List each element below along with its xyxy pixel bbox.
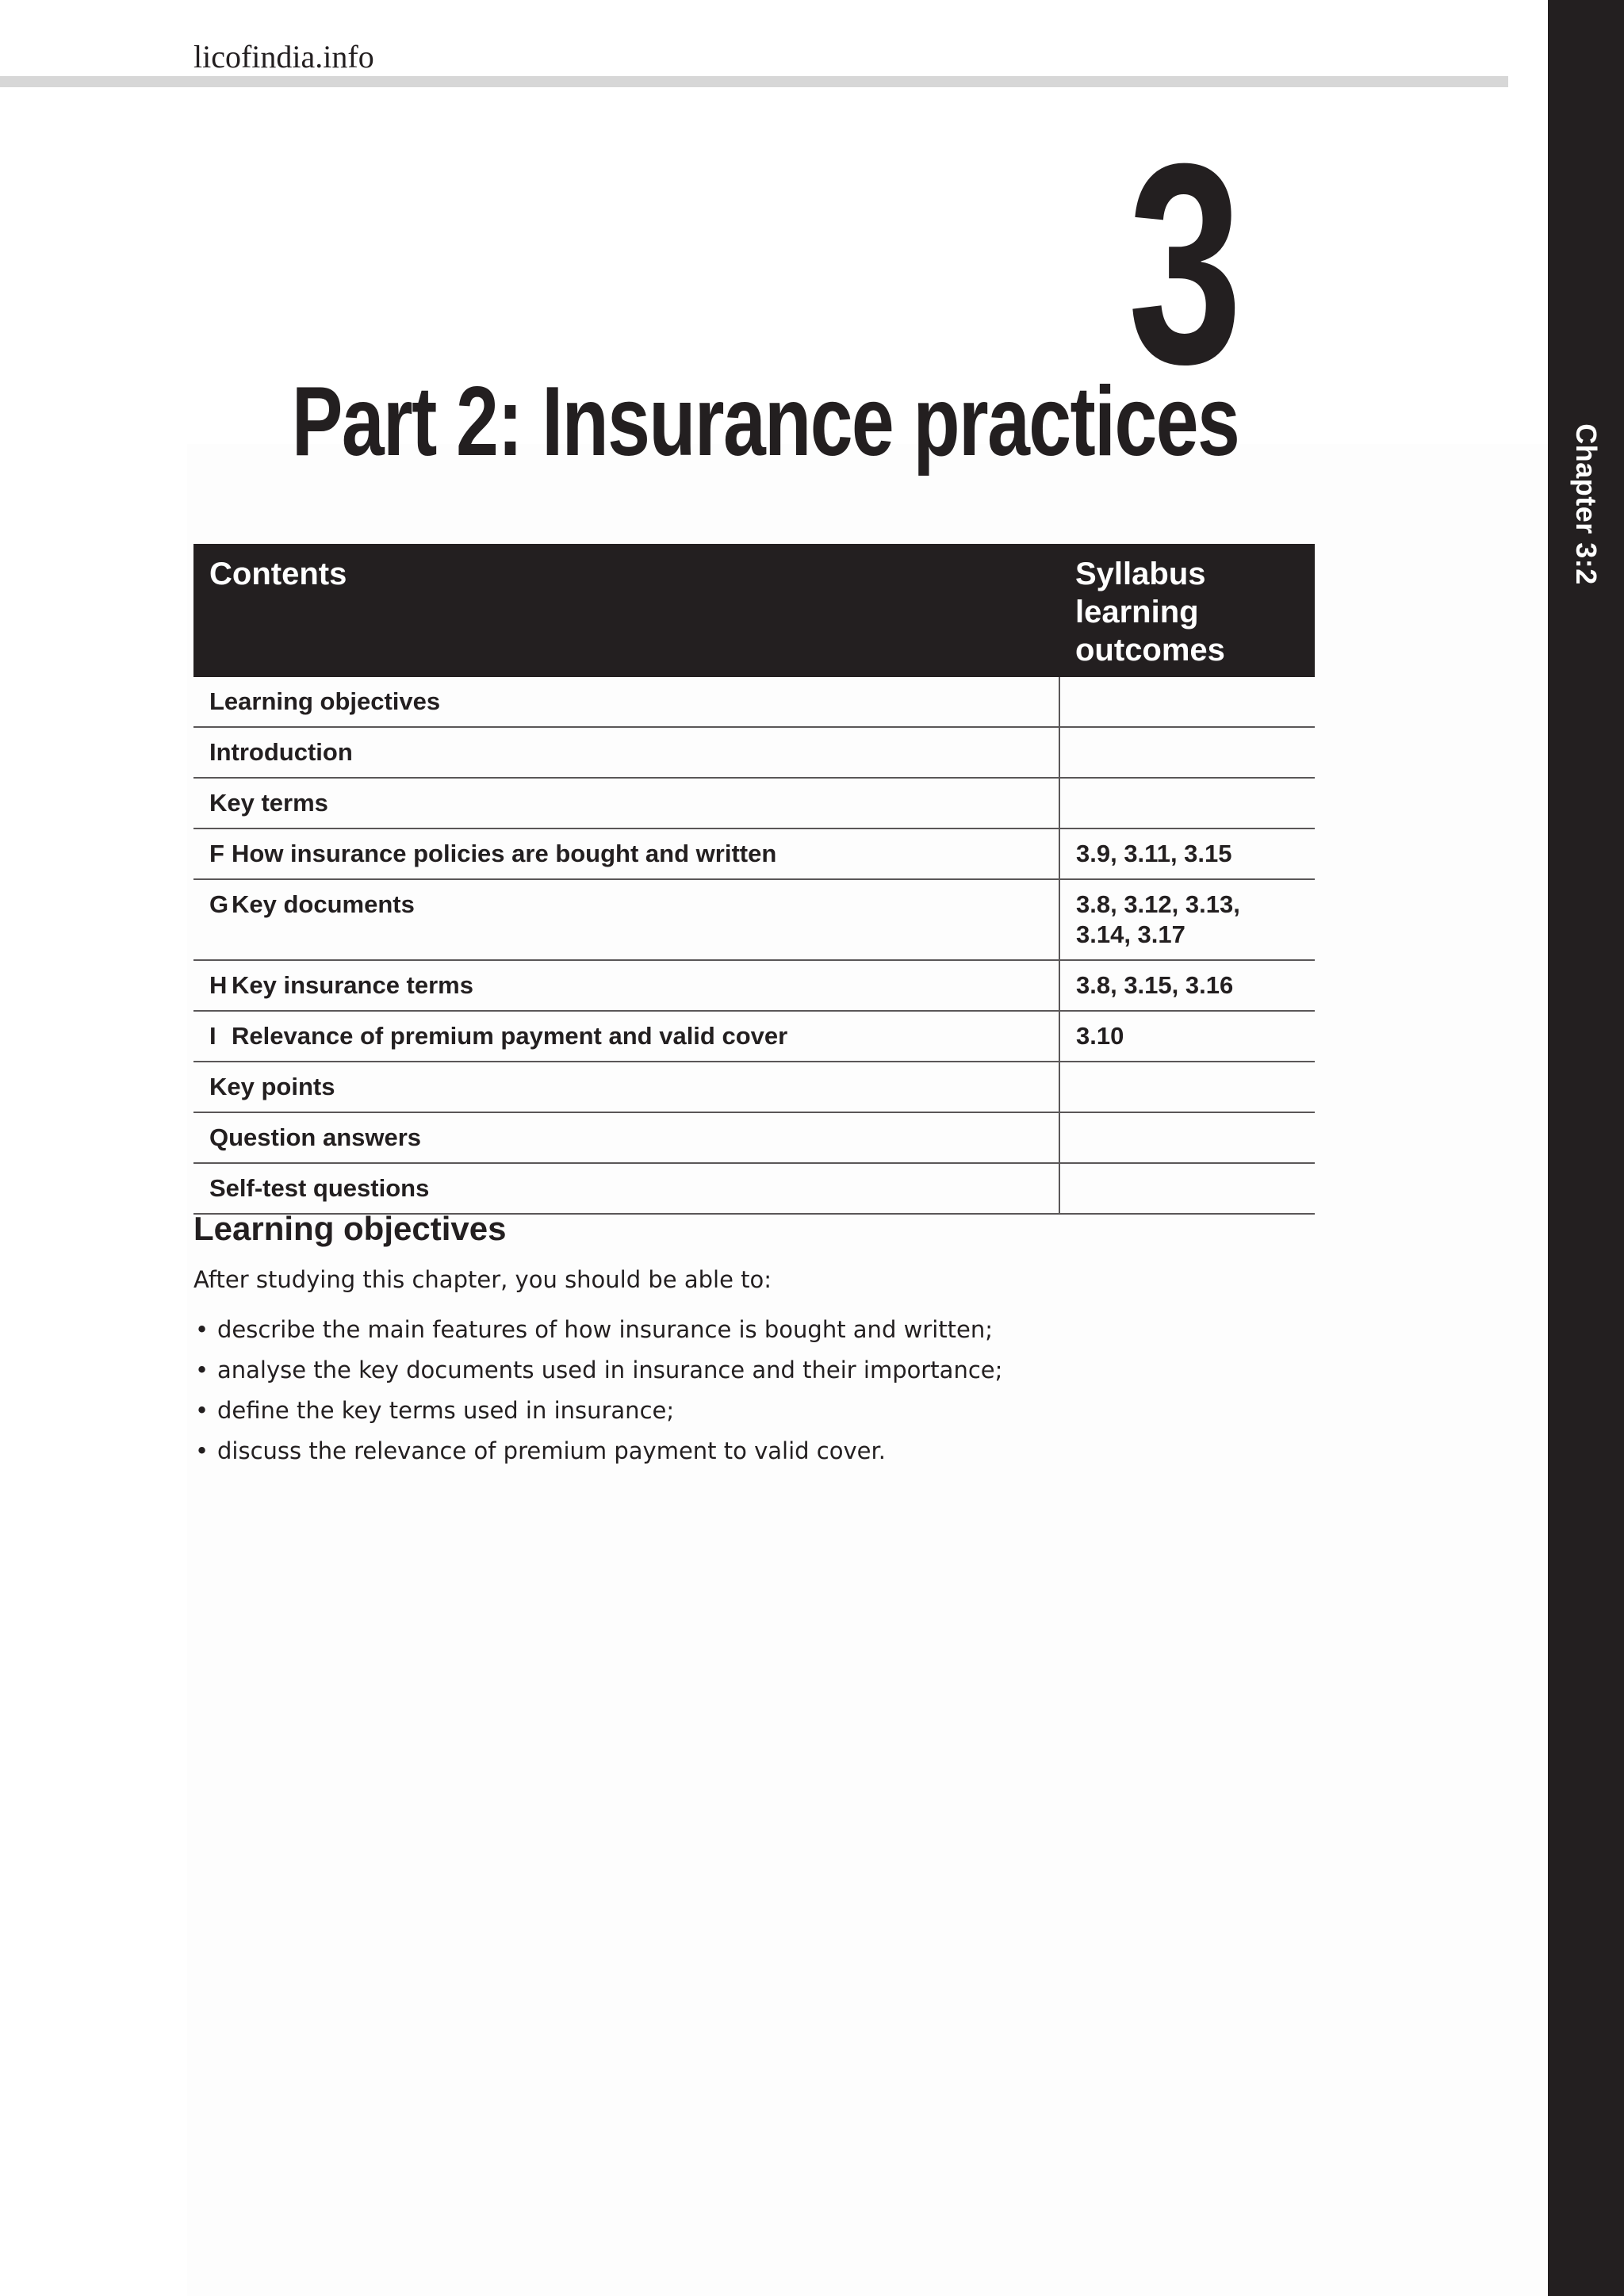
table-row [193, 727, 1315, 778]
table-row [193, 828, 1315, 879]
learning-objectives-intro: After studying this chapter, you should be able to: [193, 1266, 772, 1293]
row-label: Key points [209, 1073, 335, 1100]
list-item-text: analyse the key documents used in insurance and their importance; [217, 1357, 1003, 1383]
row-label: Question answers [209, 1123, 422, 1151]
row-letter: H [209, 971, 228, 999]
row-outcomes: 3.9, 3.11, 3.15 [1059, 828, 1315, 879]
header-rule [0, 76, 1508, 87]
row-outcomes: 3.10 [1059, 1011, 1315, 1062]
row-label: Self-test questions [209, 1174, 430, 1202]
chapter-number: 3 [1128, 105, 1239, 423]
row-contents-cell [193, 677, 1059, 727]
row-outcomes [1059, 677, 1315, 727]
row-contents-cell [193, 828, 1059, 879]
row-outcomes [1059, 1112, 1315, 1163]
learning-objectives-heading: Learning objectives [193, 1210, 507, 1247]
list-item [193, 1431, 1002, 1471]
row-contents-cell [193, 727, 1059, 778]
row-label: How insurance policies are bought and written [232, 840, 777, 867]
bullet-icon: • [195, 1437, 209, 1464]
list-item-text: discuss the relevance of premium payment to valid cover. [217, 1437, 886, 1464]
row-outcomes [1059, 1062, 1315, 1112]
contents-table [193, 544, 1315, 1215]
row-outcomes [1059, 727, 1315, 778]
contents-header: Contents [193, 544, 1059, 677]
bullet-icon: • [195, 1357, 209, 1383]
row-contents-cell [193, 960, 1059, 1011]
table-row [193, 879, 1315, 960]
table-row [193, 1011, 1315, 1062]
chapter-side-label: Chapter 3:2 [1570, 423, 1603, 585]
row-letter: F [209, 840, 224, 867]
contents-table-header [193, 544, 1315, 677]
list-item [193, 1310, 1002, 1350]
row-contents-cell [193, 1112, 1059, 1163]
row-outcomes [1059, 1163, 1315, 1214]
site-header: licofindia.info [193, 39, 374, 75]
row-contents-cell [193, 1062, 1059, 1112]
row-contents-cell [193, 879, 1059, 960]
chapter-title: Part 2: Insurance practices [291, 367, 1239, 476]
table-row [193, 778, 1315, 828]
row-letter: I [209, 1022, 216, 1050]
list-item-text: describe the main features of how insurance is bought and written; [217, 1316, 993, 1343]
row-label: Key insurance terms [232, 971, 473, 999]
row-label: Key documents [232, 890, 415, 918]
row-outcomes: 3.8, 3.15, 3.16 [1059, 960, 1315, 1011]
row-letter: G [209, 890, 229, 918]
outcomes-header: Syllabus learning outcomes [1059, 544, 1315, 677]
bullet-icon: • [195, 1316, 209, 1343]
row-outcomes [1059, 778, 1315, 828]
list-item-text: define the key terms used in insurance; [217, 1397, 675, 1424]
row-contents-cell [193, 778, 1059, 828]
list-item [193, 1350, 1002, 1391]
row-outcomes: 3.8, 3.12, 3.13, 3.14, 3.17 [1059, 879, 1315, 960]
row-label: Key terms [209, 789, 328, 817]
table-row [193, 677, 1315, 727]
table-row [193, 960, 1315, 1011]
table-row [193, 1062, 1315, 1112]
row-label: Introduction [209, 738, 353, 766]
row-contents-cell [193, 1011, 1059, 1062]
bullet-icon: • [195, 1397, 209, 1424]
chapter-side-tab [1548, 0, 1624, 2296]
learning-objectives-list [193, 1310, 1002, 1471]
table-row [193, 1112, 1315, 1163]
row-label: Relevance of premium payment and valid cover [232, 1022, 788, 1050]
row-label: Learning objectives [209, 687, 441, 715]
list-item [193, 1391, 1002, 1431]
